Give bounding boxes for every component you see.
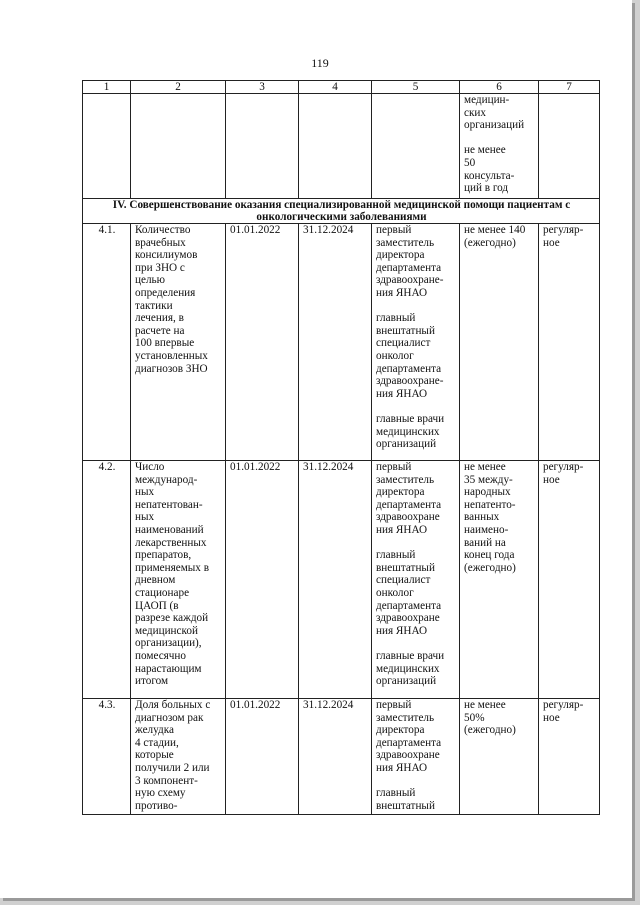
cell-responsible: первый заместитель директора департамента здравоохране- ния ЯНАО главный внештатный специалист онколог департамента здравоохране- ния ЯНАО главные врачи медицинских организаций <box>372 224 460 461</box>
cell-end: 31.12.2024 <box>299 461 372 699</box>
cell-start <box>226 94 299 199</box>
section-title: IV. Совершенствование оказания специализированной медицинской помощи пациентам с онкологическими заболеваниями <box>83 199 600 224</box>
cell-num: 4.2. <box>83 461 131 699</box>
column-header-7: 7 <box>539 81 600 94</box>
table-header-row <box>83 81 600 94</box>
cell-indicator: не менее 50% (ежегодно) <box>460 699 539 815</box>
cell-name: Число международ- ных непатентован- ных наименований лекарственных препаратов, применяемых в дневном стационаре ЦАОП (в разрезе каждой медицинской организации), помесячно нарастающим итогом <box>131 461 226 699</box>
section-row <box>83 199 600 224</box>
table-row <box>83 461 600 699</box>
cell-frequency: регуляр- ное <box>539 224 600 461</box>
cell-name: Количество врачебных консилиумов при ЗНО с целью определения тактики лечения, в расчете на 100 впервые установленных диагнозов ЗНО <box>131 224 226 461</box>
continuation-row <box>83 94 600 199</box>
cell-frequency <box>539 94 600 199</box>
cell-responsible: первый заместитель директора департамента здравоохране ния ЯНАО главный внештатный специалист онколог департамента здравоохране ния ЯНАО главные врачи медицинских организаций <box>372 461 460 699</box>
cell-num: 4.1. <box>83 224 131 461</box>
cell-end <box>299 94 372 199</box>
cell-num: 4.3. <box>83 699 131 815</box>
cell-num <box>83 94 131 199</box>
column-header-5: 5 <box>372 81 460 94</box>
column-header-1: 1 <box>83 81 131 94</box>
column-header-4: 4 <box>299 81 372 94</box>
table-row <box>83 699 600 815</box>
cell-name: Доля больных с диагнозом рак желудка 4 стадии, которые получили 2 или 3 компонент- ную схему противо- <box>131 699 226 815</box>
cell-name <box>131 94 226 199</box>
plan-table <box>82 80 600 815</box>
column-header-6: 6 <box>460 81 539 94</box>
cell-start: 01.01.2022 <box>226 224 299 461</box>
column-header-2: 2 <box>131 81 226 94</box>
column-header-3: 3 <box>226 81 299 94</box>
cell-responsible <box>372 94 460 199</box>
cell-indicator: медицин- ских организаций не менее 50 консульта- ций в год <box>460 94 539 199</box>
page-number: 119 <box>311 56 329 70</box>
cell-frequency: регуляр- ное <box>539 461 600 699</box>
cell-indicator: не менее 35 между- народных непатенто- ванных наимено- ваний на конец года (ежегодно) <box>460 461 539 699</box>
cell-end: 31.12.2024 <box>299 699 372 815</box>
table-row <box>83 224 600 461</box>
cell-end: 31.12.2024 <box>299 224 372 461</box>
cell-responsible: первый заместитель директора департамента здравоохране ния ЯНАО главный внештатный <box>372 699 460 815</box>
cell-start: 01.01.2022 <box>226 699 299 815</box>
cell-frequency: регуляр- ное <box>539 699 600 815</box>
cell-start: 01.01.2022 <box>226 461 299 699</box>
cell-indicator: не менее 140 (ежегодно) <box>460 224 539 461</box>
